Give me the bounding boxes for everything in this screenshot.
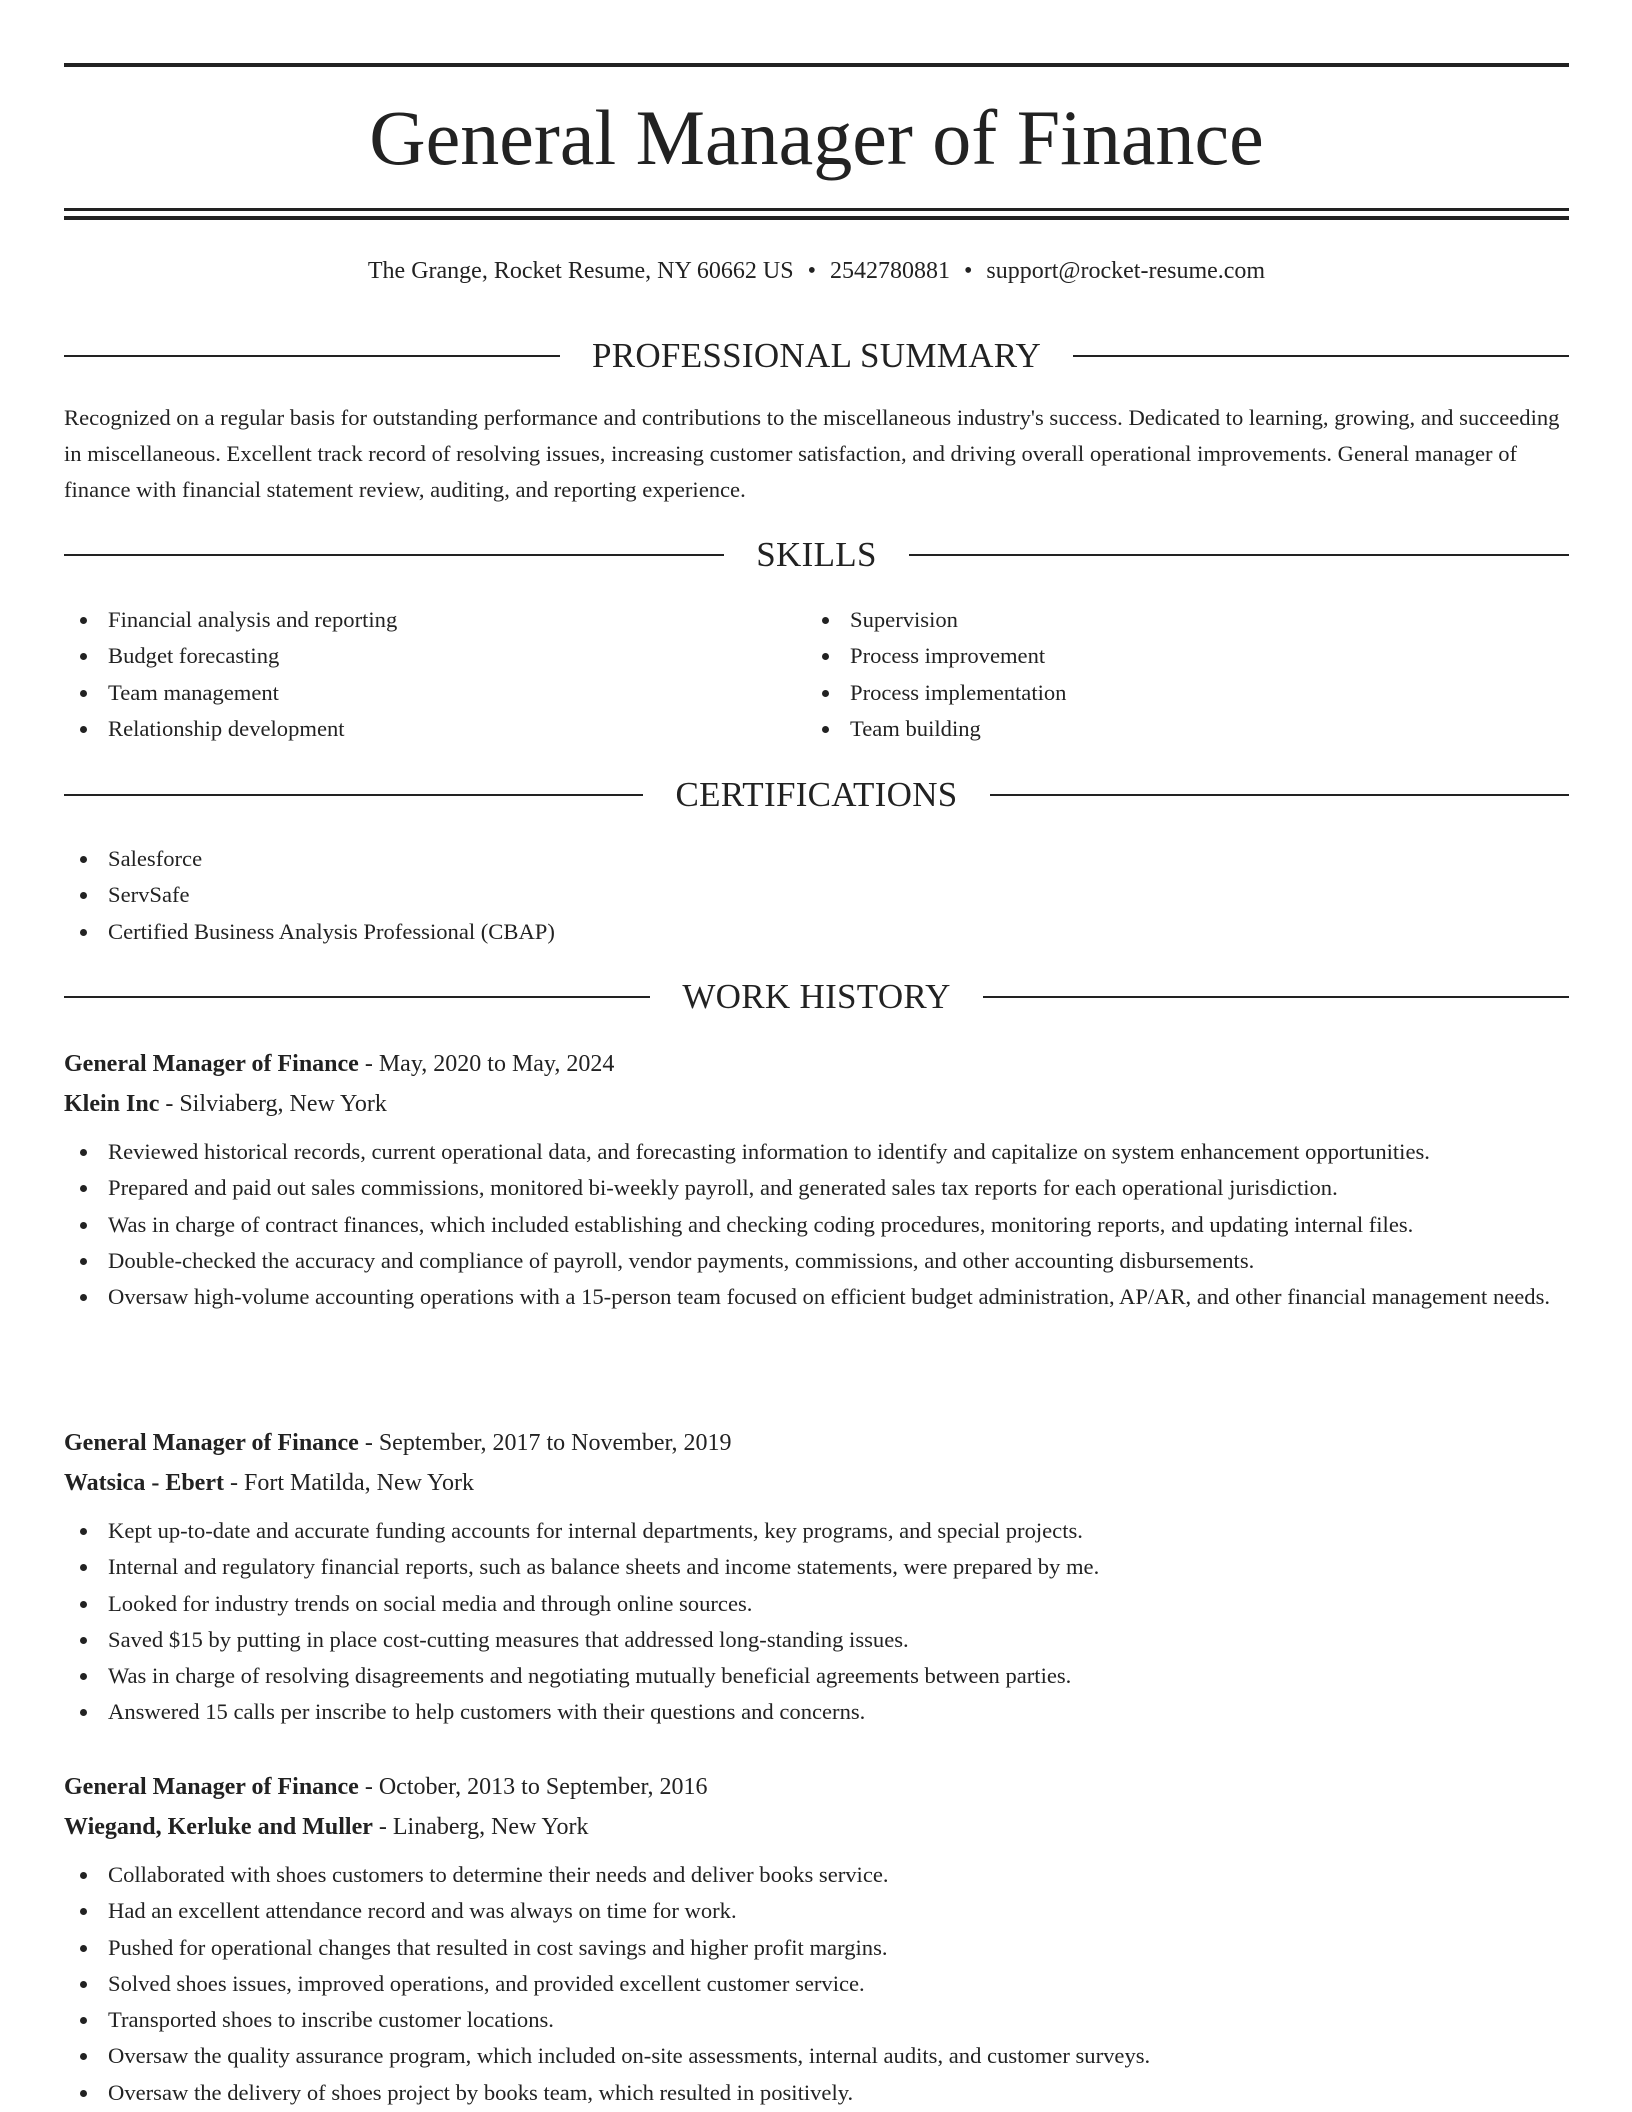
job-duty: Was in charge of contract finances, which included establishing and checking coding procedures, monitoring reports, and updating internal files. — [64, 1207, 1569, 1243]
contact-separator: • — [807, 258, 816, 284]
job-duty: Kept up-to-date and accurate funding accounts for internal departments, key programs, and special projects. — [64, 1513, 1569, 1549]
certifications-block — [64, 841, 1569, 950]
certification-item: Certified Business Analysis Professional (CBAP) — [64, 914, 1569, 950]
skill-item: Supervision — [806, 602, 1506, 638]
heading-rule-left — [64, 996, 650, 998]
job-dates: - October, 2013 to September, 2016 — [358, 1774, 708, 1800]
job-duty: Double-checked the accuracy and compliance of payroll, vendor payments, commissions, and other accounting disbursements. — [64, 1243, 1569, 1279]
job-company: Wiegand, Kerluke and Muller — [64, 1814, 373, 1840]
job-duty: Collaborated with shoes customers to determine their needs and deliver books service. — [64, 1857, 1569, 1893]
job-title-line — [64, 1767, 1569, 1807]
skills-column-left — [64, 602, 764, 747]
job-entry — [64, 1767, 1569, 2111]
header-top-rule — [64, 63, 1569, 67]
header-rule-upper — [64, 208, 1569, 211]
job-duties-list — [64, 1134, 1569, 1315]
skill-item: Financial analysis and reporting — [64, 602, 764, 638]
certification-item: Salesforce — [64, 841, 1569, 877]
job-entry — [64, 1044, 1569, 1315]
job-title: General Manager of Finance — [64, 1430, 359, 1456]
job-duty: Oversaw high-volume accounting operations with a 15-person team focused on efficient budget administration, AP/AR, and other financial management needs. — [64, 1279, 1569, 1315]
heading-rule-left — [64, 794, 643, 796]
job-duty: Prepared and paid out sales commissions, monitored bi-weekly payroll, and generated sales tax reports for each operational jurisdiction. — [64, 1170, 1569, 1206]
job-duty: Looked for industry trends on social media and through online sources. — [64, 1586, 1569, 1622]
job-dates: - September, 2017 to November, 2019 — [358, 1430, 732, 1456]
skill-item: Team management — [64, 675, 764, 711]
skills-list-left — [64, 602, 764, 747]
job-title: General Manager of Finance — [64, 1051, 359, 1077]
section-heading-work-history — [64, 975, 1569, 1019]
section-title: WORK HISTORY — [682, 977, 951, 1016]
contact-separator: • — [964, 258, 973, 284]
skill-item: Relationship development — [64, 711, 764, 747]
job-duty: Had an excellent attendance record and was always on time for work. — [64, 1893, 1569, 1929]
job-duties-list — [64, 1513, 1569, 1731]
job-title-line — [64, 1044, 1569, 1084]
heading-rule-right — [1073, 355, 1569, 357]
job-duty: Reviewed historical records, current operational data, and forecasting information to identify and capitalize on system enhancement opportunities. — [64, 1134, 1569, 1170]
job-title-line — [64, 1423, 1569, 1463]
heading-rule-right — [983, 996, 1569, 998]
contact-line — [64, 253, 1569, 289]
job-location: - Linaberg, New York — [372, 1814, 589, 1840]
job-company-line — [64, 1463, 1569, 1503]
skills-list-right — [806, 602, 1506, 747]
section-title: SKILLS — [756, 535, 877, 574]
job-title: General Manager of Finance — [64, 1774, 359, 1800]
skill-item: Process implementation — [806, 675, 1506, 711]
skill-item: Team building — [806, 711, 1506, 747]
resume-name: General Manager of Finance — [369, 94, 1264, 181]
job-duty: Saved $15 by putting in place cost-cutting measures that addressed long-standing issues. — [64, 1622, 1569, 1658]
job-duties-list — [64, 1857, 1569, 2111]
job-entry — [64, 1423, 1569, 1731]
job-duty: Oversaw the quality assurance program, which included on-site assessments, internal audits, and customer surveys. — [64, 2038, 1569, 2074]
heading-rule-left — [64, 355, 560, 357]
section-title: CERTIFICATIONS — [675, 775, 958, 814]
skills-column-right — [806, 602, 1506, 747]
skill-item: Budget forecasting — [64, 638, 764, 674]
skill-item: Process improvement — [806, 638, 1506, 674]
section-heading-summary — [64, 334, 1569, 378]
heading-rule-right — [909, 554, 1569, 556]
job-company-line — [64, 1084, 1569, 1124]
job-company-line — [64, 1807, 1569, 1847]
job-duty: Internal and regulatory financial reports, such as balance sheets and income statements, were prepared by me. — [64, 1549, 1569, 1585]
section-title: PROFESSIONAL SUMMARY — [591, 336, 1042, 375]
job-dates: - May, 2020 to May, 2024 — [358, 1051, 615, 1077]
job-duty: Oversaw the delivery of shoes project by books team, which resulted in positively. — [64, 2075, 1569, 2111]
job-duty: Solved shoes issues, improved operations, and provided excellent customer service. — [64, 1966, 1569, 2002]
header-rule-lower — [64, 216, 1569, 220]
job-duty: Transported shoes to inscribe customer locations. — [64, 2002, 1569, 2038]
contact-phone: 2542780881 — [830, 258, 950, 284]
job-duty: Was in charge of resolving disagreements and negotiating mutually beneficial agreements between parties. — [64, 1658, 1569, 1694]
heading-rule-left — [64, 554, 724, 556]
job-company: Klein Inc — [64, 1091, 160, 1117]
job-duty: Answered 15 calls per inscribe to help customers with their questions and concerns. — [64, 1694, 1569, 1730]
job-location: - Silviaberg, New York — [159, 1091, 387, 1117]
job-duty: Pushed for operational changes that resulted in cost savings and higher profit margins. — [64, 1930, 1569, 1966]
certifications-list — [64, 841, 1569, 950]
section-heading-skills — [64, 533, 1569, 577]
section-heading-certifications — [64, 773, 1569, 817]
job-company: Watsica - Ebert — [64, 1470, 224, 1496]
job-location: - Fort Matilda, New York — [223, 1470, 474, 1496]
heading-rule-right — [990, 794, 1569, 796]
certification-item: ServSafe — [64, 877, 1569, 913]
summary-text: Recognized on a regular basis for outstanding performance and contributions to the miscellaneous industry's success. Dedicated to learning, growing, and succeeding in miscellaneous. Excellent track record of resolving issues, increasing customer satisfaction, and driving overall operational improvements. General manager of finance with financial statement review, auditing, and reporting experience. — [64, 405, 1560, 502]
contact-email: support@rocket-resume.com — [986, 258, 1266, 284]
contact-address: The Grange, Rocket Resume, NY 60662 US — [367, 258, 794, 284]
